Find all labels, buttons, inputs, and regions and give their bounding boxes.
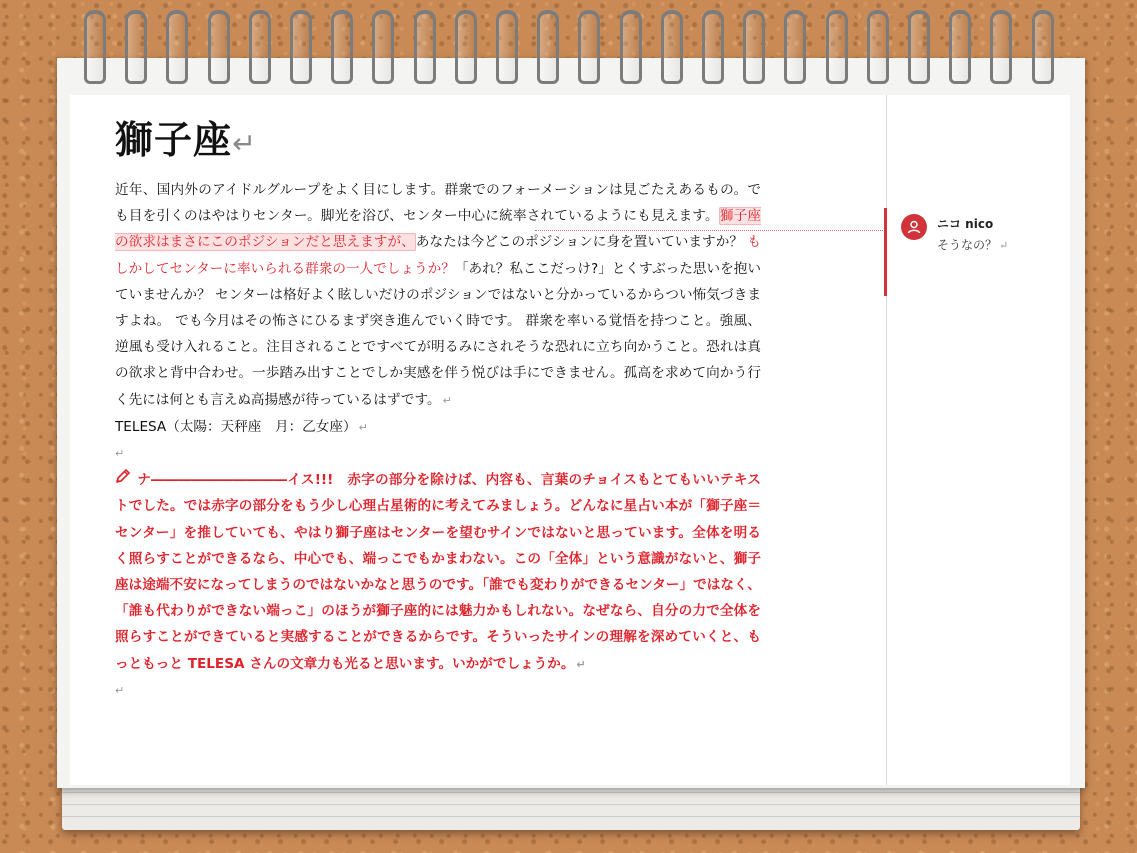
review-paragraph [115,467,761,678]
document-title [115,109,257,164]
page-edge-line [62,792,1080,793]
spiral-ring [620,10,642,84]
spiral-ring [372,10,394,84]
spiral-ring [908,10,930,84]
page-edge-line [62,816,1080,817]
spiral-ring [84,10,106,84]
spiral-ring [331,10,353,84]
spiral-ring [496,10,518,84]
page-edge-line [62,804,1080,805]
user-avatar-icon [901,214,927,240]
signature-line [115,414,761,441]
spiral-ring [166,10,188,84]
empty-paragraph: ↵ [115,447,125,461]
spiral-ring [249,10,271,84]
comment-author: ニコ nico [937,217,994,231]
spiral-ring [826,10,848,84]
document-text[interactable] [115,177,761,704]
document-body[interactable] [70,95,887,785]
spiral-ring [290,10,312,84]
paragraph-mark-icon: ↵ [232,127,257,160]
spiral-ring [702,10,724,84]
review-text: ナ――――――――――イス!!! 赤字の部分を除けば、内容も、言葉のチョイスもとてもいいテキストでした。では赤字の部分をもう少し心理占星術的に考えてみましょう。どんなに星占い本が「獅子座＝センター」を推していても、やはり獅子座はセンターを望むサインではないと思っています。全体を明るく照らすことができるなら、中心でも、端っこでもかまわない。この「全体」という意識がないと、獅子座は途端不安になってしまうのではないかなと思うのです。「誰でも変わりができるセンター」ではなく、「誰も代わりができない端っこ」のほうが獅子座的には魅力かもしれない。なぜなら、自分の力で全体を照らすことができていると実感することができるからです。そういったサインの理解を深めていくと、もっともっと TELESA さんの文章力も光ると思います。いかがでしょうか。 [115,472,761,672]
paragraph-mark-icon: ↵ [576,657,586,671]
body-before-highlight: 近年、国内外のアイドルグループをよく目にします。群衆でのフォーメーションは見ごたえあるもの。でも目を引くのはやはりセンター。脚光を浴び、センター中心に統率されているようにも見えます。 [115,182,761,225]
comment-connector-line [535,230,887,231]
commented-highlight[interactable]: 獅子座の欲求はまさにこのポジションだと思えますが、 [115,208,762,251]
red-sentence: もしかしてセンターに率いられる群衆の一人でしょうか？ [115,234,762,277]
spiral-ring [784,10,806,84]
spiral-ring [867,10,889,84]
spiral-ring [743,10,765,84]
main-paragraph [115,177,761,414]
pencil-icon [115,467,131,493]
spiral-ring [990,10,1012,84]
comment-text [937,236,1008,253]
spiral-ring [208,10,230,84]
paragraph-mark-icon: ↵ [999,239,1009,252]
spiral-ring [1032,10,1054,84]
body-rest: 「あれ？私ここだっけ?」とくすぶった思いを抱いていませんか？ センターは格好よく眩しいだけのポジションではないと分かっているからつい怖気づきますよね。 でも今月はその怖さにひるまず突き進んでいく時です。 群衆を率いる覚悟を持つこと。強風、逆風も受け入れること。注目されることですべてが明るみにされそうな恐れに立ち向かうこと。恐れは真の欲求と背中合わせ。一歩踏み出すことでしか実感を伴う悦びは手にできません。孤高を求めて向かう行く先には何とも言えぬ高揚感が待っているはずです。 [115,260,761,408]
spiral-ring [537,10,559,84]
paragraph-mark-icon: ↵ [442,393,452,407]
comment-pane [887,95,1070,785]
signature-text: TELESA（太陽：天秤座 月：乙女座） [115,418,357,435]
title-text: 獅子座 [115,118,233,162]
spiral-ring [949,10,971,84]
body-after-highlight: あなたは今どこのポジションに身を置いていますか？ [415,234,744,251]
paragraph-mark-icon: ↵ [358,420,368,434]
spiral-ring [578,10,600,84]
empty-paragraph: ↵ [115,683,125,697]
spiral-ring [414,10,436,84]
comment-body: そうなの？ [937,238,998,252]
spiral-binding [84,10,1054,88]
spiral-ring [125,10,147,84]
spiral-ring [455,10,477,84]
spiral-ring [661,10,683,84]
